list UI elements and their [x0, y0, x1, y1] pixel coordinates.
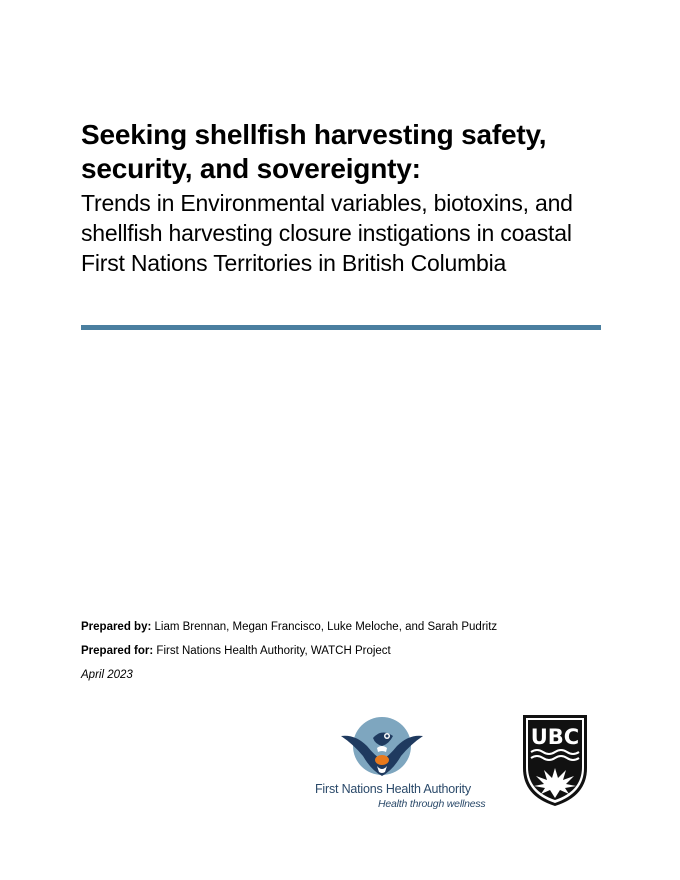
fnha-tagline: Health through wellness	[378, 798, 486, 810]
fnha-emblem-icon	[337, 716, 427, 780]
title-divider	[81, 325, 601, 330]
prepared-for-label: Prepared for:	[81, 645, 154, 657]
prepared-by-value: Liam Brennan, Megan Francisco, Luke Meloche, and Sarah Pudritz	[154, 621, 498, 633]
document-subtitle: Trends in Environmental variables, biotoxins, and shellfish harvesting closure instigations in coastal First Nations Territories in British Columbia	[81, 190, 573, 276]
ubc-crest-icon	[520, 712, 590, 808]
prepared-for-row	[81, 644, 497, 658]
fnha-logo	[312, 716, 502, 816]
prepared-by-row	[81, 620, 497, 634]
credits-block	[81, 620, 497, 692]
ubc-logo	[520, 712, 590, 813]
title-block	[81, 118, 621, 278]
ubc-text: UBC	[530, 725, 580, 749]
prepared-for-value: First Nations Health Authority, WATCH Project	[156, 645, 391, 657]
prepared-by-label: Prepared by:	[81, 621, 152, 633]
publication-date: April 2023	[81, 669, 133, 681]
fnha-name: First Nations Health Authority	[315, 782, 471, 796]
document-title: Seeking shellfish harvesting safety, security, and sovereignty:	[81, 119, 547, 184]
